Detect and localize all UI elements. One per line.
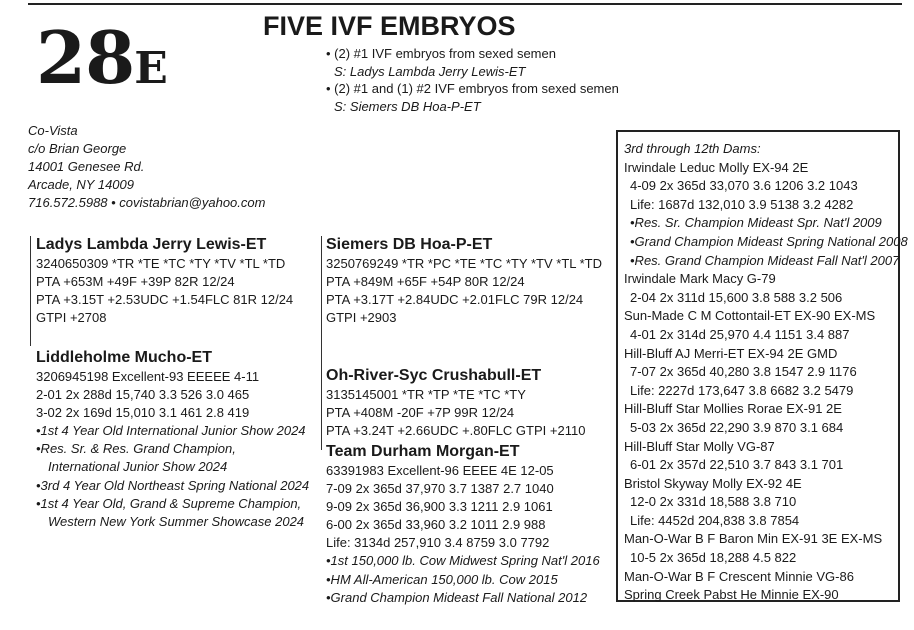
dam2-line: 7-09 2x 365d 37,970 3.7 1387 2.7 1040: [326, 481, 554, 497]
dam1-award: Western New York Summer Showcase 2024: [48, 513, 305, 529]
dam2-award: •HM All-American 150,000 lb. Cow 2015: [326, 571, 558, 587]
sire1-line: PTA +653M +49F +39P 82R 12/24: [36, 274, 235, 290]
consignor-name: Co-Vista: [28, 123, 78, 138]
dam-record: 4-09 2x 365d 33,070 3.6 1206 3.2 1043: [630, 178, 858, 194]
dam-record: 2-04 2x 311d 15,600 3.8 588 3.2 506: [630, 289, 843, 305]
dam-record: 6-01 2x 357d 22,510 3.7 843 3.1 701: [630, 457, 844, 473]
dam-record: 10-5 2x 365d 18,288 4.5 822: [630, 550, 797, 566]
dam-name: Man-O-War B F Baron Min EX-91 3E EX-MS: [624, 531, 883, 547]
sire2-line: 3250769249 *TR *PC *TE *TC *TY *TV *TL *TD: [326, 256, 603, 271]
sire3-line: 3135145001 *TR *TP *TE *TC *TY: [326, 387, 526, 402]
dam-award: •Res. Grand Champion Mideast Fall Nat'l 2007: [630, 252, 900, 268]
dam2-award: •Grand Champion Mideast Fall National 2012: [326, 589, 588, 605]
dam-record: 5-03 2x 365d 22,290 3.9 870 3.1 684: [630, 419, 844, 435]
dam1-line: 2-01 2x 288d 15,740 3.3 526 3.0 465: [36, 387, 250, 403]
dam2-line: Life: 3134d 257,910 3.4 8759 3.0 7792: [326, 535, 550, 551]
pedigree-line: [30, 236, 31, 346]
dam1-line: 3206945198 Excellent-93 EEEEE 4-11: [36, 369, 260, 384]
pedigree-line: [321, 236, 322, 376]
consignor-contact: c/o Brian George: [28, 141, 127, 156]
consignor-street: 14001 Genesee Rd.: [28, 159, 145, 174]
dam-name: Hill-Bluff Star Molly VG-87: [624, 438, 775, 454]
sire1-name: Ladys Lambda Jerry Lewis-ET: [36, 236, 267, 253]
dam-name: Hill-Bluff Star Mollies Rorae EX-91 2E: [624, 401, 842, 417]
dam1-award: International Junior Show 2024: [48, 459, 228, 475]
dam1-block: [36, 348, 309, 531]
dam-record: 12-0 2x 331d 18,588 3.8 710: [630, 494, 797, 510]
dam2-line: 9-09 2x 365d 36,900 3.3 1211 2.9 1061: [326, 499, 553, 515]
dam2-line: 6-00 2x 365d 33,960 3.2 1011 2.9 988: [326, 517, 546, 533]
lot-headline: FIVE IVF EMBRYOS: [263, 11, 516, 41]
bullet-line: • (2) #1 and (1) #2 IVF embryos from sexed semen: [326, 81, 619, 96]
sire3-block: [326, 366, 585, 440]
dam-record: Life: 2227d 173,647 3.8 6682 3.2 5479: [630, 382, 854, 398]
sire2-name: Siemers DB Hoa-P-ET: [326, 236, 493, 253]
offering-bullets: [326, 45, 619, 115]
pedigree-line: [321, 370, 322, 450]
sire1-block: [36, 235, 293, 327]
dam-award: •Res. Sr. Champion Mideast Spr. Nat'l 2009: [630, 215, 882, 231]
dam-name: Spring Creek Pabst He Minnie EX-90: [624, 587, 839, 603]
lot-number-digits: 28: [36, 15, 135, 100]
bullet-sire: S: Siemers DB Hoa-P-ET: [334, 98, 481, 114]
dams-box: [616, 130, 908, 603]
dam-record: Life: 4452d 204,838 3.8 7854: [630, 512, 800, 528]
sire1-line: GTPI +2708: [36, 310, 107, 326]
sire3-line: PTA +408M -20F +7P 99R 12/24: [326, 405, 515, 421]
dam-award: •Grand Champion Mideast Spring National 2008: [630, 233, 908, 249]
dam1-award: •3rd 4 Year Old Northeast Spring National 2024: [36, 477, 310, 493]
sire2-line: PTA +849M +65F +54P 80R 12/24: [326, 274, 525, 290]
dam-name: Sun-Made C M Cottontail-ET EX-90 EX-MS: [624, 308, 876, 324]
dam1-award: •1st 4 Year Old, Grand & Supreme Champion,: [36, 495, 302, 511]
consignor-info: [28, 122, 265, 212]
dam-name: Man-O-War B F Crescent Minnie VG-86: [624, 568, 854, 584]
dams-box-header: 3rd through 12th Dams:: [624, 141, 761, 156]
dam2-name: Team Durham Morgan-ET: [326, 443, 520, 460]
top-rule: [28, 3, 902, 5]
sire2-block: [326, 235, 602, 327]
lot-number: [36, 15, 167, 107]
dam2-line: 63391983 Excellent-96 EEEE 4E 12-05: [326, 463, 554, 478]
bullet-sire: S: Ladys Lambda Jerry Lewis-ET: [334, 63, 526, 79]
dam-name: Irwindale Mark Macy G-79: [624, 271, 776, 287]
dam-record: 7-07 2x 365d 40,280 3.8 1547 2.9 1176: [630, 364, 857, 380]
sire3-name: Oh-River-Syc Crushabull-ET: [326, 367, 542, 384]
sire2-line: GTPI +2903: [326, 310, 397, 326]
dam2-award: •1st 150,000 lb. Cow Midwest Spring Nat'l 2016: [326, 553, 600, 569]
dam1-name: Liddleholme Mucho-ET: [36, 349, 212, 366]
dam-name: Hill-Bluff AJ Merri-ET EX-94 2E GMD: [624, 345, 838, 361]
dam2-block: [326, 442, 600, 607]
consignor-city: Arcade, NY 14009: [28, 177, 134, 192]
lot-number-suffix: E: [134, 43, 167, 94]
dam1-award: •1st 4 Year Old International Junior Show 2024: [36, 423, 306, 439]
bullet-line: • (2) #1 IVF embryos from sexed semen: [326, 46, 556, 61]
consignor-phone-email: 716.572.5988 • covistabrian@yahoo.com: [28, 195, 266, 210]
dam-record: Life: 1687d 132,010 3.9 5138 3.2 4282: [630, 196, 854, 212]
dam-record: 4-01 2x 314d 25,970 4.4 1151 3.4 887: [630, 326, 850, 342]
sire1-line: 3240650309 *TR *TE *TC *TY *TV *TL *TD: [36, 256, 286, 271]
dam-name: Bristol Skyway Molly EX-92 4E: [624, 475, 802, 491]
dam1-line: 3-02 2x 169d 15,010 3.1 461 2.8 419: [36, 405, 250, 421]
sire2-line: PTA +3.17T +2.84UDC +2.01FLC 79R 12/24: [326, 292, 584, 308]
sire1-line: PTA +3.15T +2.53UDC +1.54FLC 81R 12/24: [36, 292, 294, 308]
dam-name: Irwindale Leduc Molly EX-94 2E: [624, 159, 809, 175]
dam1-award: •Res. Sr. & Res. Grand Champion,: [36, 441, 236, 457]
sire3-line: PTA +3.24T +2.66UDC +.80FLC GTPI +2110: [326, 423, 586, 439]
